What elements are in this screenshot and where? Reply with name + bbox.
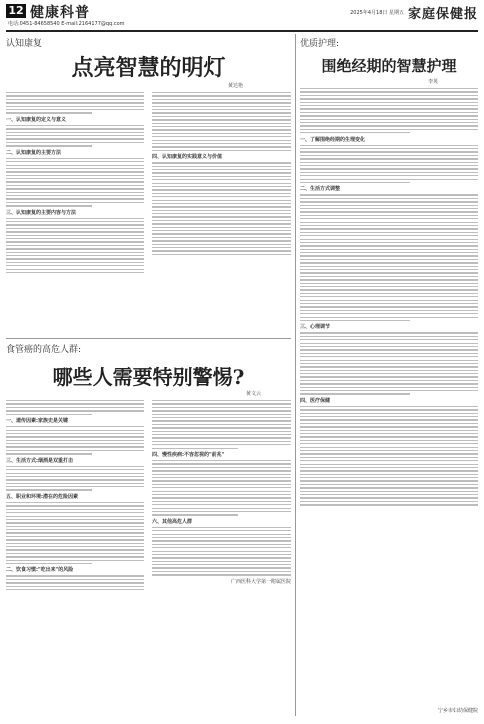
article-kicker: 优质护理: (300, 39, 340, 49)
subhead: 五、职业和环境:潜在的危险因素 (6, 493, 79, 500)
article-author: 黄达艳 (227, 83, 243, 89)
article-menopause-care (300, 36, 478, 718)
text-column-right (152, 398, 291, 716)
newspaper-header (0, 0, 484, 32)
header-rule (6, 30, 478, 32)
text-column-left (6, 90, 144, 334)
article-title: 围绝经期的智慧护理 (321, 57, 457, 75)
text-column (300, 86, 478, 704)
text-column-left (6, 398, 144, 716)
article-author: 黄文云 (245, 391, 261, 397)
text-column-right (152, 90, 291, 334)
subhead: 二、认知康复的主要方法 (6, 149, 62, 156)
subhead: 四、慢性疾病:不容忽视的"前兆" (152, 451, 225, 458)
article-footer: 广西医科大学第一附属医院 (230, 578, 291, 585)
header-right (350, 4, 478, 20)
article-author: 李英 (427, 79, 438, 85)
contact-info: 电话:0451-84658540 E-mail:2164177@qq.com (8, 21, 125, 27)
article-divider (6, 338, 291, 339)
subhead: 一、认知康复的定义与意义 (6, 116, 67, 123)
subhead: 三、心理调节 (300, 324, 331, 331)
article-esophageal-cancer (6, 342, 291, 716)
subhead: 六、其他高危人群 (152, 518, 193, 525)
subhead: 三、认知康复的主要内容与方法 (6, 209, 77, 216)
article-kicker: 食管癌的高危人群: (6, 345, 82, 355)
subhead: 二、饮食习惯:"吃出来"的风险 (6, 567, 74, 574)
column-divider (295, 34, 296, 716)
section-title: 健康科普 (30, 5, 90, 21)
article-title: 哪些人需要特别警惕? (52, 365, 245, 389)
page-number: 12 (6, 4, 26, 18)
subhead: 四、医疗保健 (300, 397, 331, 404)
article-cognitive-rehab (6, 36, 291, 336)
subhead: 三、生活方式:烟酒是双重打击 (6, 457, 74, 464)
article-kicker: 认知康复 (6, 39, 43, 49)
subhead: 四、认知康复的实践意义与价值 (152, 154, 223, 161)
subhead: 一、遗传因素:家族史是关键 (6, 418, 69, 425)
subhead: 一、了解围绝经期的生理变化 (300, 136, 366, 143)
article-footer: 宁乡市妇幼保健院 (437, 708, 478, 714)
subhead: 二、生活方式调整 (300, 186, 341, 193)
article-title: 点亮智慧的明灯 (71, 55, 226, 81)
paper-name: 家庭保健报 (407, 6, 478, 22)
issue-date: 2025年4月18日 星期五 (350, 9, 404, 16)
